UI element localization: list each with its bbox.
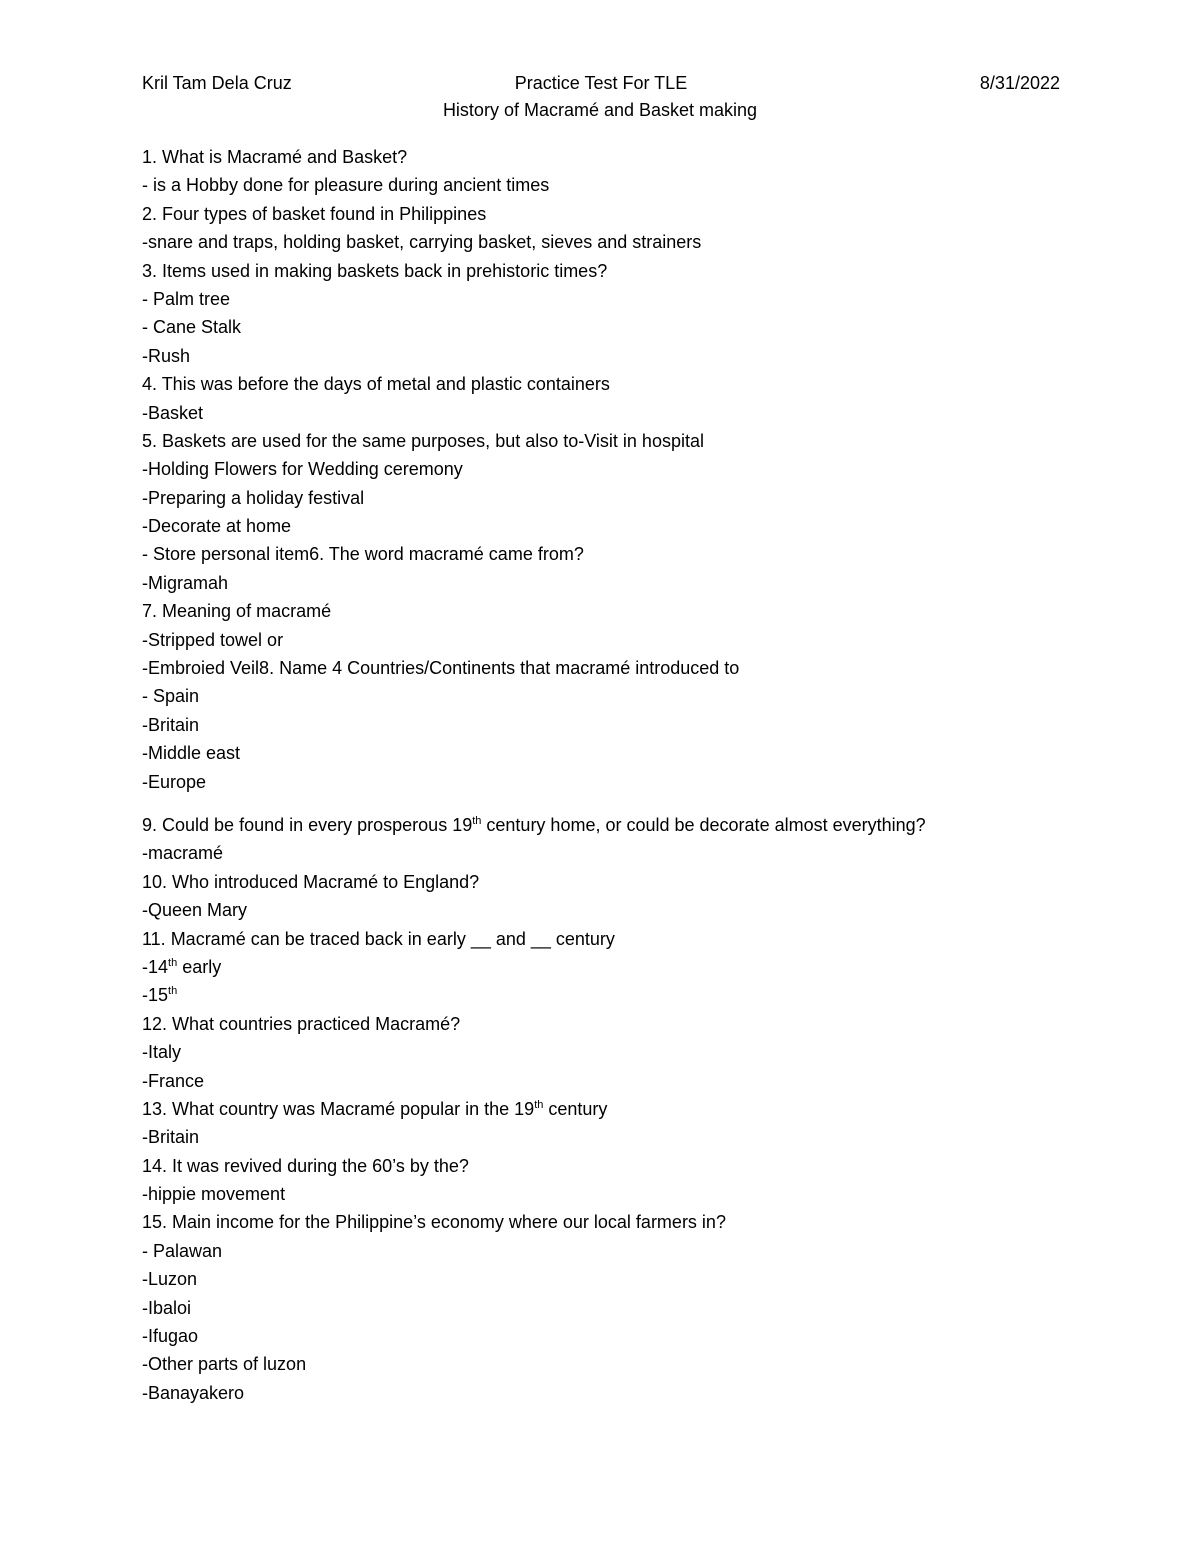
question-9-text: 9. Could be found in every prosperous 19 <box>142 814 473 835</box>
answer-text: -15 <box>142 985 169 1006</box>
text-line: - Cane Stalk <box>142 317 242 338</box>
question-12: 12. What countries practiced Macramé? <box>142 1013 461 1034</box>
answer-9: -macramé <box>142 843 224 864</box>
page-header <box>142 73 1060 99</box>
answer-13: -Britain <box>142 1127 200 1148</box>
question-13 <box>142 1095 1082 1123</box>
superscript: th <box>534 1098 544 1111</box>
text-line: -Rush <box>142 345 191 366</box>
answer-11-line-1 <box>142 953 1082 981</box>
question-9 <box>142 811 1082 839</box>
answer-10: -Queen Mary <box>142 900 248 921</box>
text-line: -snare and traps, holding basket, carrying basket, sieves and strainers <box>142 232 702 253</box>
test-subtitle: History of Macramé and Basket making <box>442 100 758 120</box>
answer-15-item: -Other parts of luzon <box>142 1354 307 1375</box>
text-line: -Embroied Veil8. Name 4 Countries/Continents that macramé introduced to <box>142 658 740 679</box>
text-line: - is a Hobby done for pleasure during ancient times <box>142 175 550 196</box>
superscript: th <box>472 814 482 827</box>
superscript: th <box>168 985 178 998</box>
text-line: -Migramah <box>142 572 229 593</box>
question-11: 11. Macramé can be traced back in early __ and __ century <box>142 928 615 949</box>
text-line: 4. This was before the days of metal and plastic containers <box>142 374 610 395</box>
question-13-text-end: century <box>543 1098 608 1119</box>
text-line: -Europe <box>142 771 207 792</box>
answer-15-item: -Ibaloi <box>142 1297 192 1318</box>
text-line: -Decorate at home <box>142 516 292 537</box>
test-content <box>142 143 1082 1407</box>
question-14: 14. It was revived during the 60’s by the? <box>142 1155 469 1176</box>
text-line: 2. Four types of basket found in Philippines <box>142 203 487 224</box>
answer-11-line-2 <box>142 981 1082 1009</box>
text-line: -Britain <box>142 714 200 735</box>
text-line: -Holding Flowers for Wedding ceremony <box>142 459 463 480</box>
answer-text: -14 <box>142 956 169 977</box>
text-line: -Basket <box>142 402 204 423</box>
question-15: 15. Main income for the Philippine’s economy where our local farmers in? <box>142 1212 726 1233</box>
test-title: Practice Test For TLE <box>514 73 688 93</box>
question-10: 10. Who introduced Macramé to England? <box>142 871 480 892</box>
answer-15-item: -Ifugao <box>142 1326 199 1347</box>
superscript: th <box>168 956 178 969</box>
answer-12-item: -France <box>142 1070 205 1091</box>
question-13-text: 13. What country was Macramé popular in the 19 <box>142 1098 535 1119</box>
author-name: Kril Tam Dela Cruz <box>142 73 292 93</box>
text-line: - Palm tree <box>142 288 231 309</box>
text-line: 7. Meaning of macramé <box>142 601 332 622</box>
text-line: -Preparing a holiday festival <box>142 487 365 508</box>
question-9-text-end: century home, or could be decorate almost everything? <box>481 814 926 835</box>
answer-15-item: -Banayakero <box>142 1382 245 1403</box>
text-line: - Spain <box>142 686 200 707</box>
answer-text-end: early <box>177 956 222 977</box>
paragraph-gap <box>142 796 1082 811</box>
text-line: 1. What is Macramé and Basket? <box>142 147 408 167</box>
answer-14: -hippie movement <box>142 1184 286 1205</box>
text-line: -Stripped towel or <box>142 629 284 650</box>
text-line: -Middle east <box>142 743 241 764</box>
text-line: - Store personal item6. The word macramé came from? <box>142 544 584 565</box>
answer-12-item: -Italy <box>142 1042 182 1063</box>
answer-15-item: - Palawan <box>142 1240 223 1261</box>
text-line: 5. Baskets are used for the same purposes, but also to-Visit in hospital <box>142 430 704 451</box>
test-date: 8/31/2022 <box>979 73 1060 93</box>
text-line: 3. Items used in making baskets back in prehistoric times? <box>142 260 608 281</box>
answer-15-item: -Luzon <box>142 1269 198 1290</box>
